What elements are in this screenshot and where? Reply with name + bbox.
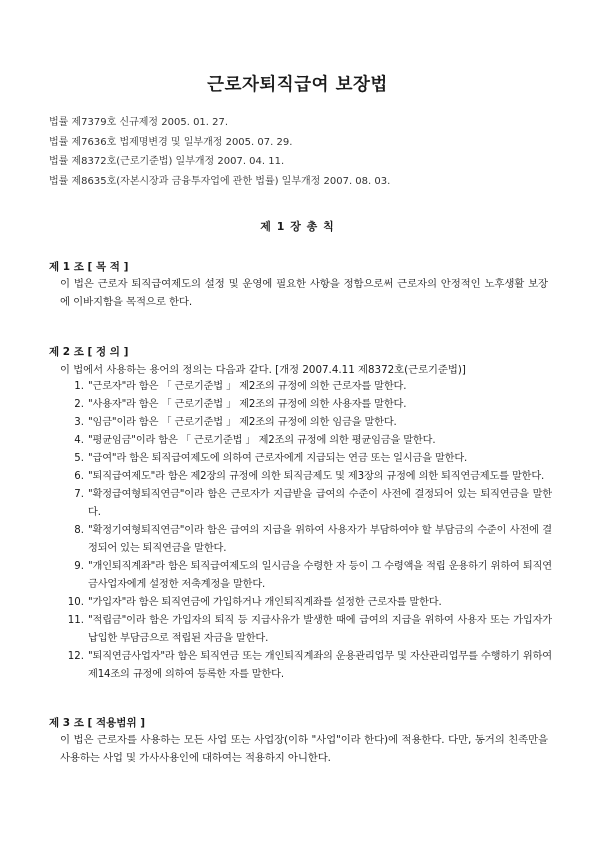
article-1-heading: 제 1 조 [ 목 적 ] bbox=[49, 261, 129, 273]
article-1-text: 이 법은 근로자 퇴직급여제도의 설정 및 운영에 필요한 사항을 정함으로써 근로자의 안정적인 노후생활 보장에 이바지함을 목적으로 한다. bbox=[60, 278, 548, 308]
list-item: 12. "퇴직연금사업자"라 함은 퇴직연금 또는 개인퇴직계좌의 운용관리업무 및 자산관리업무를 수행하기 위하여 제14조의 규정에 의하여 등록한 자를 말한다. bbox=[67, 651, 552, 680]
list-item: 9. "개인퇴직계좌"라 함은 퇴직급여제도의 일시금을 수령한 자 등이 그 수령액을 적립 운용하기 위하여 퇴직연금사업자에게 설정한 저축계정을 말한다. bbox=[74, 561, 552, 590]
list-item: 10. "가입자"라 함은 퇴직연금에 가입하거나 개인퇴직계좌를 설정한 근로자를 말한다. bbox=[67, 597, 442, 608]
history-line: 법률 제8635호(자본시장과 금융투자업에 관한 법률) 일부개정 2007. 08. 03. bbox=[49, 175, 391, 187]
history-line: 법률 제8372호(근로기준법) 일부개정 2007. 04. 11. bbox=[49, 156, 285, 167]
article-3-heading: 제 3 조 [ 적용범위 ] bbox=[49, 717, 146, 729]
article-3-text: 이 법은 근로자를 사용하는 모든 사업 또는 사업장(이하 "사업"이라 한다)에 적용한다. 다만, 동거의 친족만을 사용하는 사업 및 가사사용인에 대하여는 적용하지 아니한다. bbox=[60, 734, 548, 764]
amendment-history bbox=[49, 113, 569, 191]
article-2-intro: 이 법에서 사용하는 용어의 정의는 다음과 같다. [개정 2007.4.11 제8372호(근로기준법)] bbox=[60, 364, 466, 376]
history-line: 법률 제7636호 법제명변경 및 일부개정 2005. 07. 29. bbox=[49, 136, 293, 148]
article-2-heading: 제 2 조 [ 정 의 ] bbox=[49, 346, 129, 358]
list-item: 2. "사용자"라 함은 「 근로기준법 」 제2조의 규정에 의한 사용자를 말한다. bbox=[74, 399, 407, 410]
list-item: 5. "급여"라 함은 퇴직급여제도에 의하여 근로자에게 지급되는 연금 또는 일시금을 말한다. bbox=[74, 453, 468, 464]
definition-list bbox=[60, 378, 552, 684]
history-line: 법률 제7379호 신규제정 2005. 01. 27. bbox=[49, 117, 229, 128]
chapter-heading: 제 1 장 총 칙 bbox=[260, 220, 335, 233]
list-item: 3. "임금"이라 함은 「 근로기준법 」 제2조의 규정에 의한 임금을 말한다. bbox=[74, 417, 397, 428]
list-item: 4. "평균임금"이라 함은 「 근로기준법 」 제2조의 규정에 의한 평균임금을 말한다. bbox=[74, 435, 436, 446]
list-item: 11. "적립금"이라 함은 가입자의 퇴직 등 지급사유가 발생한 때에 급여의 지급을 위하여 사용자 또는 가입자가 납입한 부담금으로 적립된 자금을 말한다. bbox=[67, 615, 552, 644]
list-item: 7. "확정급여형퇴직연금"이라 함은 근로자가 지급받을 급여의 수준이 사전에 결정되어 있는 퇴직연금을 말한다. bbox=[74, 489, 552, 518]
list-item: 6. "퇴직급여제도"라 함은 제2장의 규정에 의한 퇴직금제도 및 제3장의 규정에 의한 퇴직연금제도를 말한다. bbox=[74, 471, 545, 482]
list-item: 8. "확정기여형퇴직연금"이라 함은 급여의 지급을 위하여 사용자가 부담하여야 할 부담금의 수준이 사전에 결정되어 있는 퇴직연금을 말한다. bbox=[74, 525, 552, 554]
list-item: 1. "근로자"라 함은 「 근로기준법 」 제2조의 규정에 의한 근로자를 말한다. bbox=[74, 381, 407, 392]
document-title: 근로자퇴직급여 보장법 bbox=[207, 75, 388, 95]
